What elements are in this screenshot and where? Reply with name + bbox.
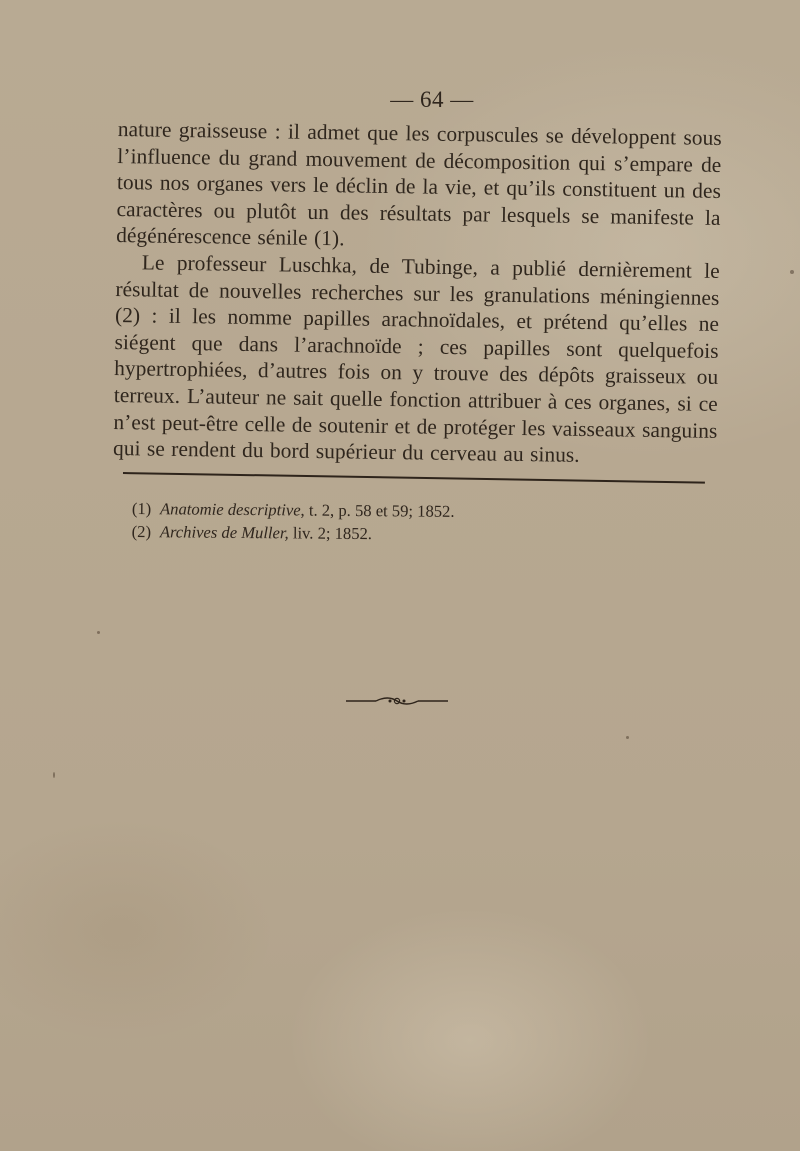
page-number: — 64 —	[390, 87, 474, 112]
footnote-details: liv. 2; 1852.	[288, 523, 373, 543]
footnote-details: , t. 2, p. 58 et 59; 1852.	[300, 500, 455, 521]
footnote-divider	[123, 472, 705, 484]
paper-stain	[0, 735, 800, 1151]
footnote-number: (2)	[131, 521, 152, 541]
ink-spot	[626, 736, 629, 739]
footnote-title: Archives de Muller,	[159, 522, 289, 543]
main-text	[113, 116, 722, 471]
footnote-number: (1)	[131, 498, 152, 519]
footnote-1	[132, 498, 552, 524]
footnotes	[132, 498, 552, 547]
end-ornament	[346, 696, 448, 706]
footnote-title: Anatomie descriptive	[159, 499, 301, 520]
paragraph-2: Le professeur Luschka, de Tubinge, a publié dernièrement le résultat de nouvelles recherches sur les granulations méningiennes (2) : il les nomme papilles arachnoïdales, et prétend qu’elles ne siégent que dans l’arachnoïde ; ces papilles sont quelquefois hypertrophiées, d’autres fois on y trouve des dépôts graisseux ou terreux. L’auteur ne sait quelle fonction attribuer à ces organes, si ce n’est peut-être celle de soutenir et de protéger les vaisseaux sanguins qui se rendent du bord supérieur du cerveau au sinus.	[112, 250, 720, 468]
paragraph-1: nature graisseuse : il admet que les corpuscules se développent sous l’influence du grand mouvement de décomposition qui s’empare de tous nos organes vers le déclin de la vie, et qu’ils constituent un des caractères ou plutôt un des résultats par lesquels se manifeste la dégénérescence sénile (1).	[116, 116, 722, 251]
ink-spot	[97, 631, 100, 634]
footnote-2	[132, 521, 552, 547]
ink-spot	[790, 270, 794, 274]
ink-spot	[53, 772, 55, 778]
